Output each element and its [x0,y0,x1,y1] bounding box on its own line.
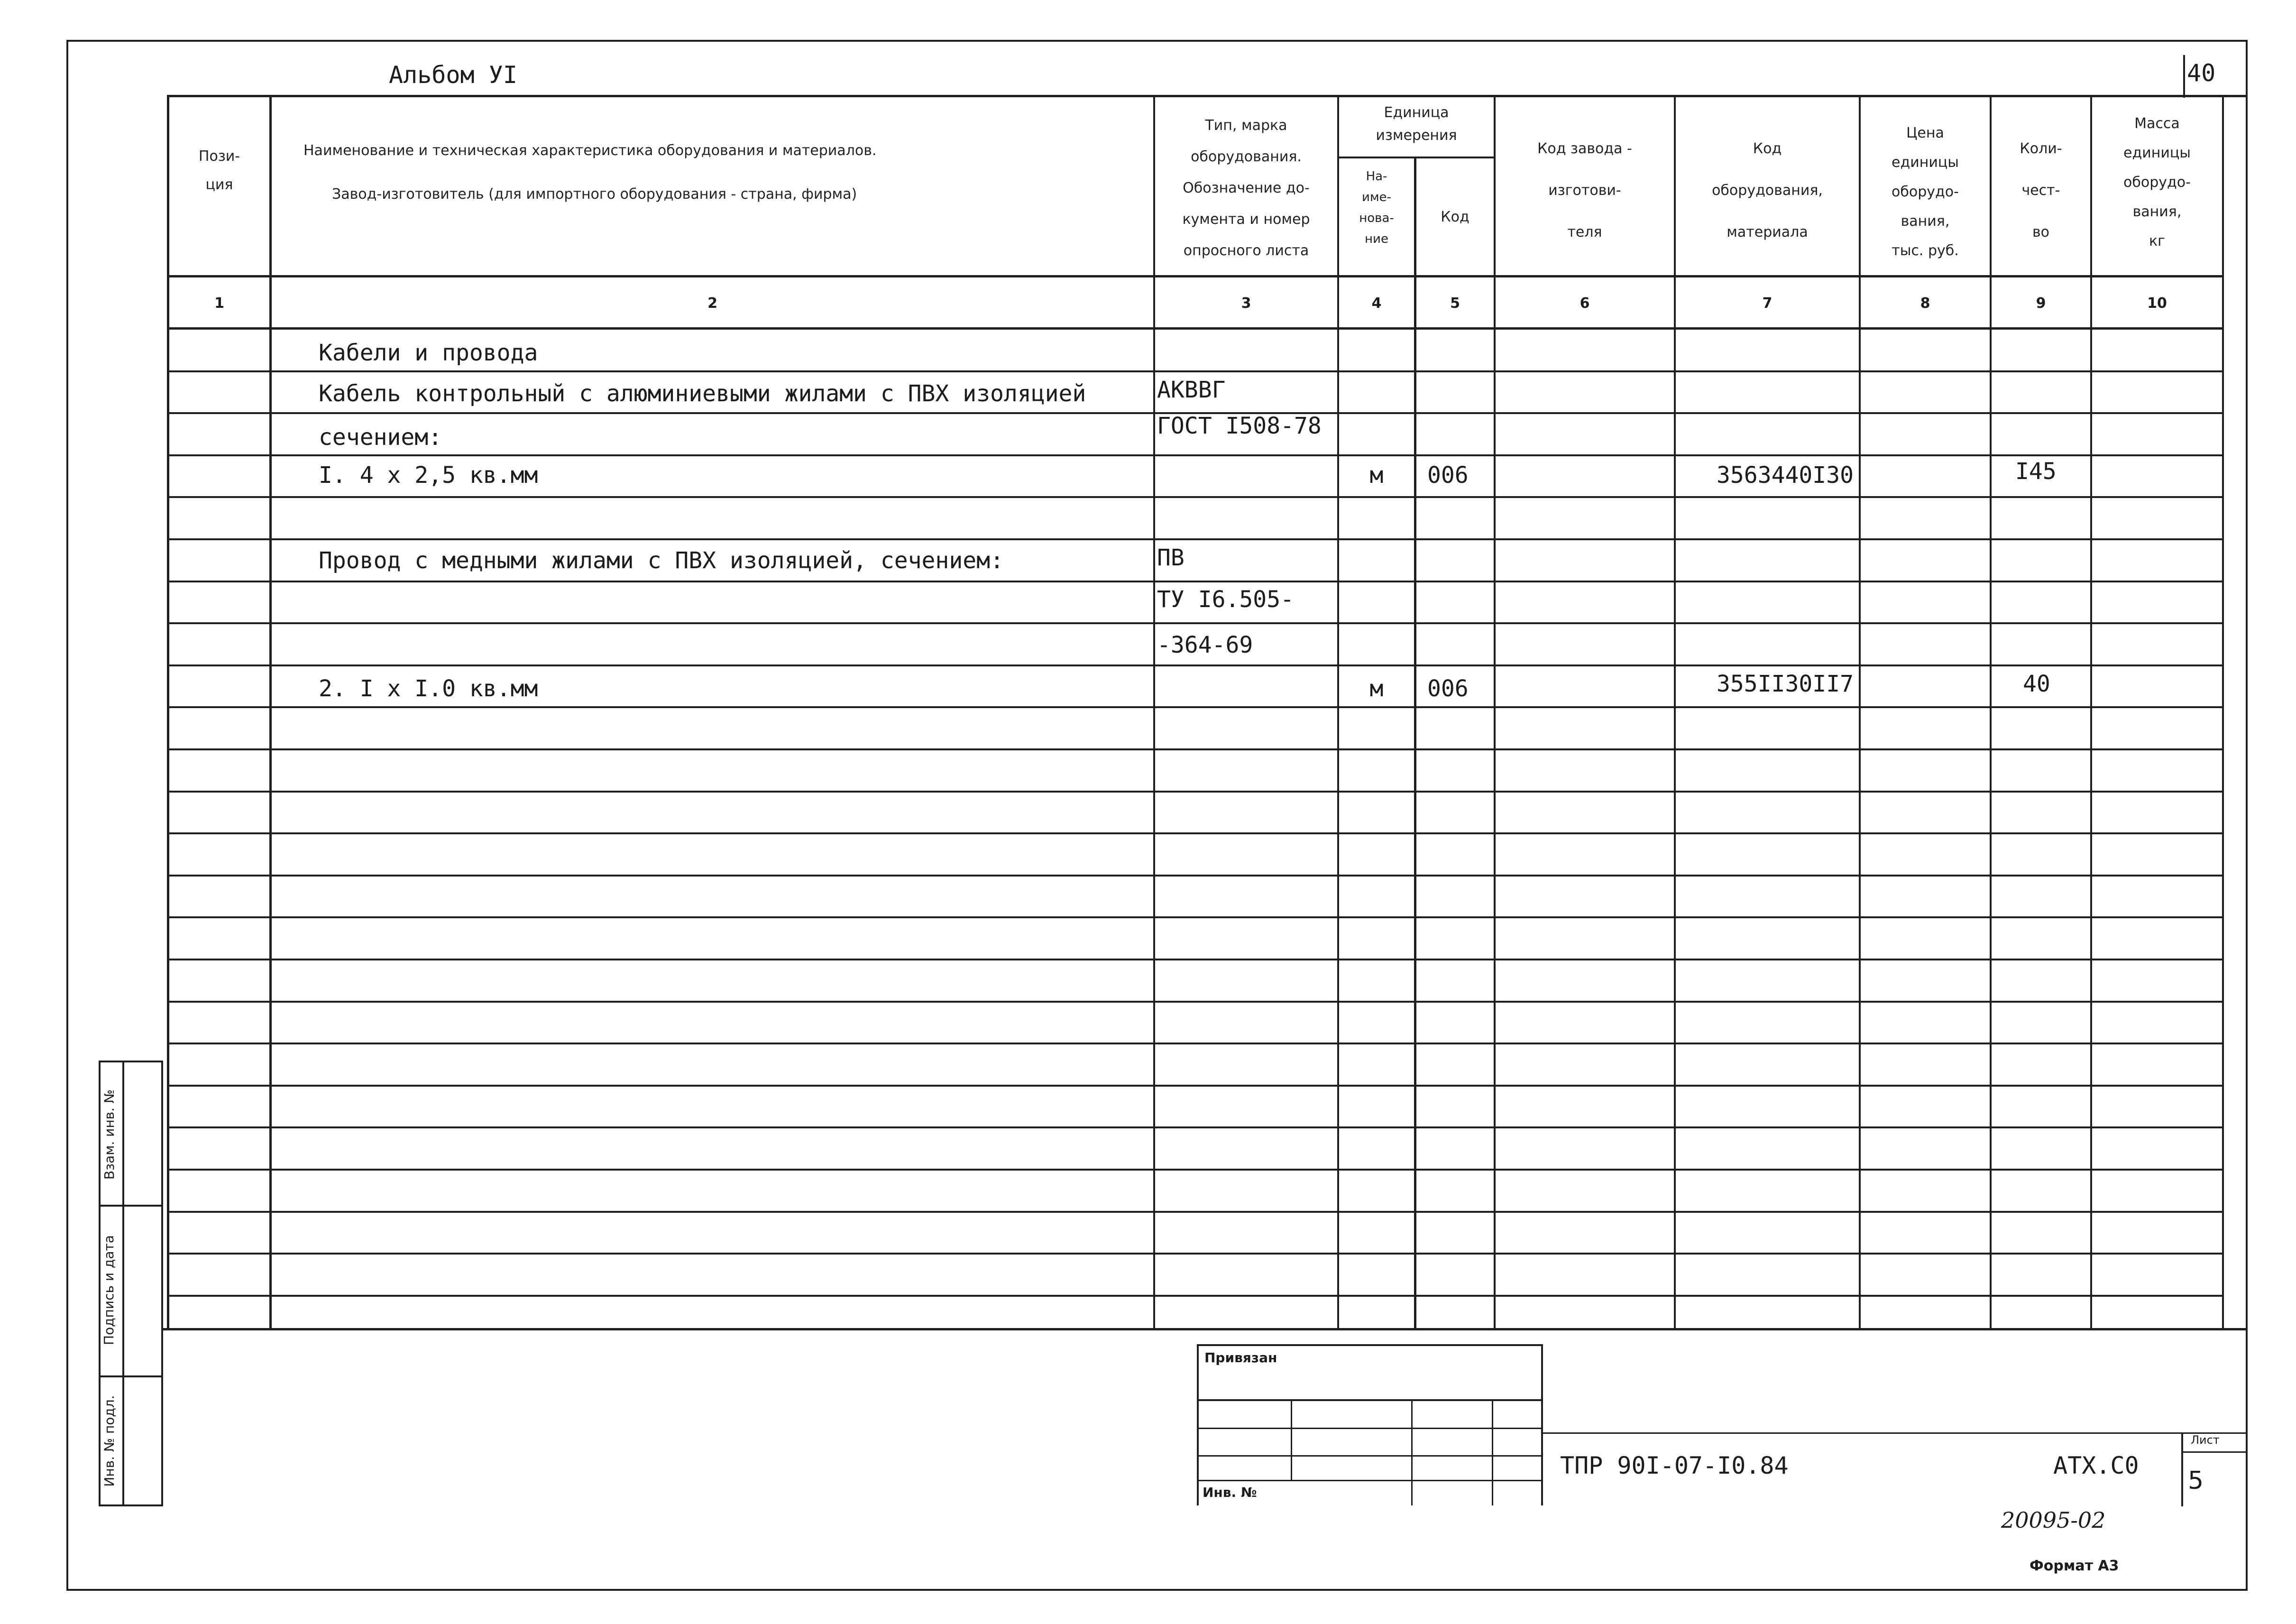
col-number-4: 4 [1371,295,1382,312]
row-7-type: ТУ I6.505- [1157,586,1294,613]
sidebar-mid [122,1061,124,1506]
numbers-bottom [167,327,2224,330]
row-4-code: 006 [1427,462,1469,489]
row-6-name: Провод с медными жилами с ПВХ изоляцией, сечением: [319,547,1004,574]
stamp-bound-label: Привязан [1204,1350,1277,1366]
col-line-3 [1337,95,1339,1330]
table-top [167,95,2248,97]
row-2-name: Кабель контрольный с алюминиевыми жилами с ПВХ изоляцией [319,380,1086,407]
page-corner-number: 40 [2187,59,2216,87]
row-line [167,1043,2224,1044]
table-bottom [161,1328,2246,1330]
handwritten-number: 20095-02 [2001,1507,2106,1533]
row-9-name: 2. I x I.0 кв.мм [319,675,538,702]
row-1-name: Кабели и провода [319,340,538,366]
frame-right [2246,40,2248,1591]
stamp-top [1197,1344,1543,1346]
stamp-line-3 [1197,1455,1543,1457]
row-line [167,832,2224,834]
col-line-9 [2090,95,2092,1330]
col7-header: Код оборудования, материала [1712,140,1823,240]
row-line [167,916,2224,918]
row-line [167,791,2224,793]
row-line [167,1295,2224,1297]
col-number-5: 5 [1450,295,1460,312]
col-line-6 [1674,95,1676,1330]
sheet-box-left [2181,1432,2183,1506]
row-line [167,496,2224,498]
header-bottom [167,275,2224,277]
stamp-inv-label: Инв. № [1203,1485,1257,1500]
col-line-7 [1859,95,1861,1330]
col-line-10 [2222,95,2224,1330]
col2-header: Наименование и техническая характеристика оборудования и материалов. Завод-изготовитель (для импортного оборудования - страна, фирма) [303,142,877,203]
row-4-name: I. 4 x 2,5 кв.мм [319,462,538,489]
row-line [167,538,2224,540]
frame-top [66,40,2248,42]
sidebar-inv-podl-label: Инв. № подл. [101,1395,117,1487]
stamp-line-1 [1197,1399,1543,1401]
frame-bottom [66,1589,2248,1591]
row-9-material-code: 355II30II7 [1717,671,1854,697]
row-8-type: -364-69 [1157,632,1253,658]
album-title: Альбом УI [389,61,517,89]
col-number-8: 8 [1920,295,1930,312]
col6-header: Код завода - изготови- теля [1537,140,1632,240]
sheet-box-div [2181,1451,2248,1453]
col-line-2 [1153,95,1155,1330]
row-3-name: сечением: [319,424,442,451]
unit-group-line [1337,157,1494,158]
sidebar-top [99,1061,161,1062]
row-line [167,748,2224,750]
sidebar-podpis-label: Подпись и дата [101,1235,117,1345]
stamp-line-4 [1197,1480,1543,1481]
corner-divider [2183,55,2185,98]
sheet-label: Лист [2191,1433,2220,1447]
col-number-7: 7 [1762,295,1773,312]
row-3-type: ГОСТ I508-78 [1157,413,1322,439]
col-number-10: 10 [2147,295,2167,312]
row-line [167,1001,2224,1003]
row-line [167,1085,2224,1087]
row-line [167,622,2224,624]
col3-header: Тип, марка оборудования. Обозначение до- кумента и номер опросного листа [1182,117,1310,259]
row-6-type: ПВ [1157,544,1185,571]
row-line [167,1211,2224,1213]
format-label: Формат А3 [2030,1558,2119,1574]
row-line [167,1169,2224,1171]
col-line-0 [167,95,169,1330]
row-9-unit: м [1369,675,1384,702]
stamp-vline-3 [1492,1399,1493,1505]
sidebar-right [161,1061,163,1506]
row-4-quantity: I45 [2015,458,2057,485]
row-9-code: 006 [1427,675,1469,702]
unit-group-header: Единица измерения [1376,104,1457,144]
title-block-top [1543,1432,2248,1434]
doc-code: ТПР 90I-07-I0.84 [1560,1452,1789,1479]
col5-header: Код [1441,209,1469,225]
stamp-left [1197,1344,1199,1505]
row-4-unit: м [1369,462,1384,489]
col-line-5 [1494,95,1496,1330]
col-line-8 [1990,95,1992,1330]
doc-type: АТХ.С0 [2053,1452,2139,1479]
sidebar-vzam-label: Взам. инв. № [101,1089,117,1180]
col4-header: На- име- нова- ние [1359,169,1394,246]
col-number-3: 3 [1241,295,1251,312]
col10-header: Масса единицы оборудо- вания, кг [2123,115,2191,249]
row-line [167,1253,2224,1255]
row-2-type: АКВВГ [1157,377,1226,403]
row-9-quantity: 40 [2023,671,2050,697]
stamp-vline-1 [1291,1399,1292,1480]
col9-header: Коли- чест- во [2020,140,2062,240]
frame-left [66,40,68,1591]
row-line [167,959,2224,960]
stamp-right-small [1541,1344,1543,1505]
col-number-9: 9 [2036,295,2046,312]
col8-header: Цена единицы оборудо- вания, тыс. руб. [1892,125,1959,259]
sheet-number: 5 [2188,1467,2204,1495]
col-number-2: 2 [707,295,717,312]
row-line [167,1126,2224,1128]
col-number-6: 6 [1580,295,1590,312]
col-line-1 [269,95,272,1330]
stamp-vline-2 [1411,1399,1413,1505]
col1-header: Пози- ция [198,148,240,193]
col-number-1: 1 [214,295,224,312]
col-line-4 [1414,157,1416,1330]
sidebar-left [99,1061,101,1506]
stamp-line-2 [1197,1428,1543,1429]
row-line [167,875,2224,877]
row-4-material-code: 3563440I30 [1717,462,1854,489]
